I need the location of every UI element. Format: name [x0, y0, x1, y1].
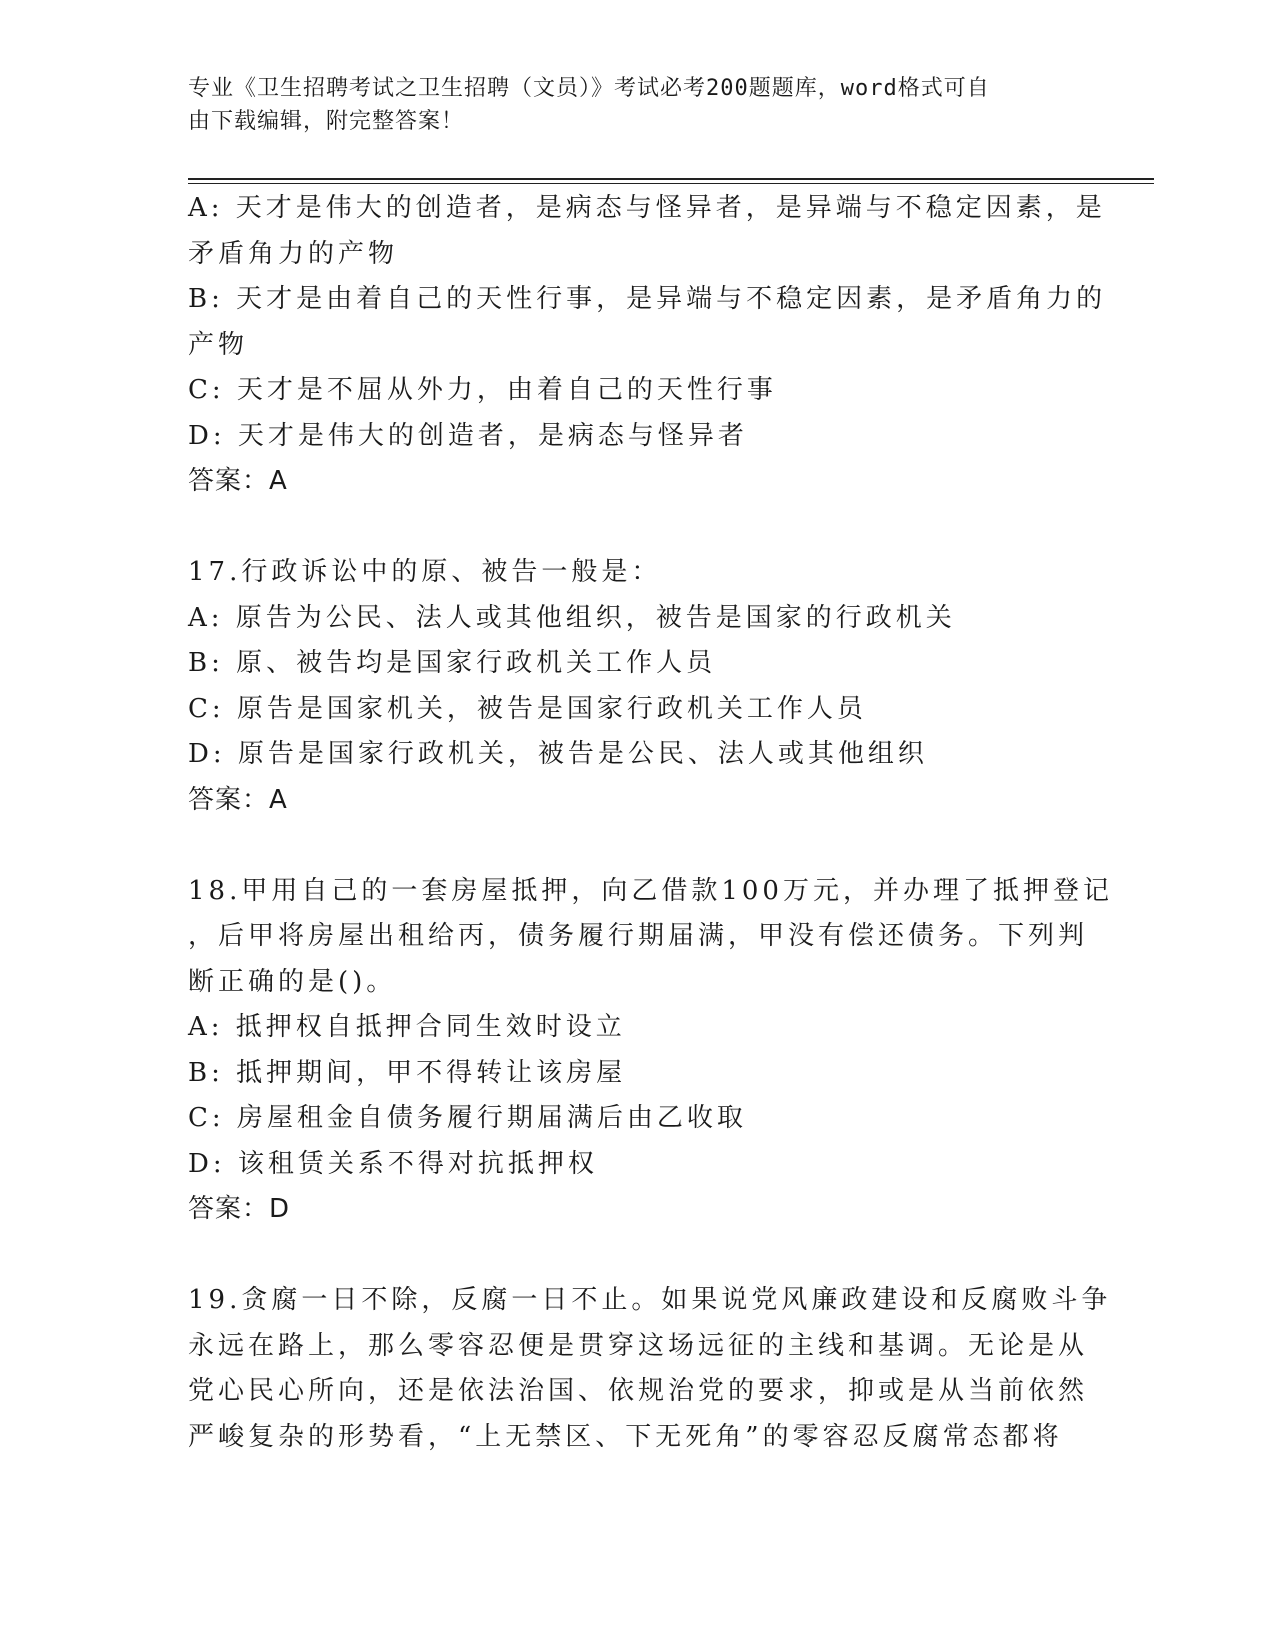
option-a: A: 原告为公民、法人或其他组织，被告是国家的行政机关	[188, 602, 956, 633]
question-stem: 17.行政诉讼中的原、被告一般是：	[188, 557, 662, 587]
option-c: C: 天才是不屈从外力，由着自己的天性行事	[188, 375, 777, 405]
option-d: D: 天才是伟大的创造者，是病态与怪异者	[188, 420, 748, 451]
question-18	[188, 869, 1113, 1233]
answer: 答案：A	[188, 784, 288, 815]
answer: 答案：A	[188, 466, 288, 496]
spacer	[188, 1233, 1088, 1279]
question-stem-line-2: ，后甲将房屋出租给丙，债务履行期届满，甲没有偿还债务。下列判	[188, 921, 1089, 951]
question-19	[188, 1278, 1112, 1460]
question-stem-line-1: 18.甲用自己的一套房屋抵押，向乙借款100万元，并办理了抵押登记	[188, 875, 1113, 906]
option-b: B: 抵押期间，甲不得转让该房屋	[188, 1057, 627, 1088]
answer: 答案：D	[188, 1194, 291, 1224]
spacer	[188, 505, 1088, 551]
option-b-line-1: B: 天才是由着自己的天性行事，是异端与不稳定因素，是矛盾角力的	[188, 284, 1107, 314]
option-b-line-2: 产物	[188, 329, 249, 360]
option-d: D: 该租赁关系不得对抗抵押权	[188, 1148, 598, 1179]
question-stem-line-1: 19.贪腐一日不除，反腐一日不止。如果说党风廉政建设和反腐败斗争	[188, 1285, 1112, 1315]
question-stem-line-2: 永远在路上，那么零容忍便是贯穿这场远征的主线和基调。无论是从	[188, 1330, 1089, 1361]
document-header	[188, 72, 1068, 138]
question-content	[188, 186, 1113, 1460]
option-a-line-2: 矛盾角力的产物	[188, 238, 399, 269]
question-stem-line-4: 严峻复杂的形势看，“上无禁区、下无死角”的零容忍反腐常态都将	[188, 1421, 1063, 1452]
header-line-2: 由下载编辑，附完整答案！	[188, 109, 465, 134]
option-c: C: 原告是国家机关，被告是国家行政机关工作人员	[188, 693, 867, 724]
header-divider	[188, 178, 1154, 184]
header-line-1: 专业《卫生招聘考试之卫生招聘（文员）》考试必考200题题库，word格式可自	[188, 76, 990, 101]
option-c: C: 房屋租金自债务履行期届满后由乙收取	[188, 1103, 747, 1133]
option-d: D: 原告是国家行政机关，被告是公民、法人或其他组织	[188, 739, 928, 769]
option-a: A: 抵押权自抵押合同生效时设立	[188, 1012, 626, 1042]
spacer	[188, 823, 1088, 869]
question-stem-line-3: 党心民心所向，还是依法治国、依规治党的要求，抑或是从当前依然	[188, 1376, 1089, 1406]
option-a-line-1: A: 天才是伟大的创造者，是病态与怪异者，是异端与不稳定因素，是	[188, 193, 1106, 223]
question-17	[188, 550, 1088, 823]
question-stem-line-3: 断正确的是()。	[188, 966, 397, 997]
option-b: B: 原、被告均是国家行政机关工作人员	[188, 648, 717, 678]
question-16-options	[188, 186, 1107, 505]
